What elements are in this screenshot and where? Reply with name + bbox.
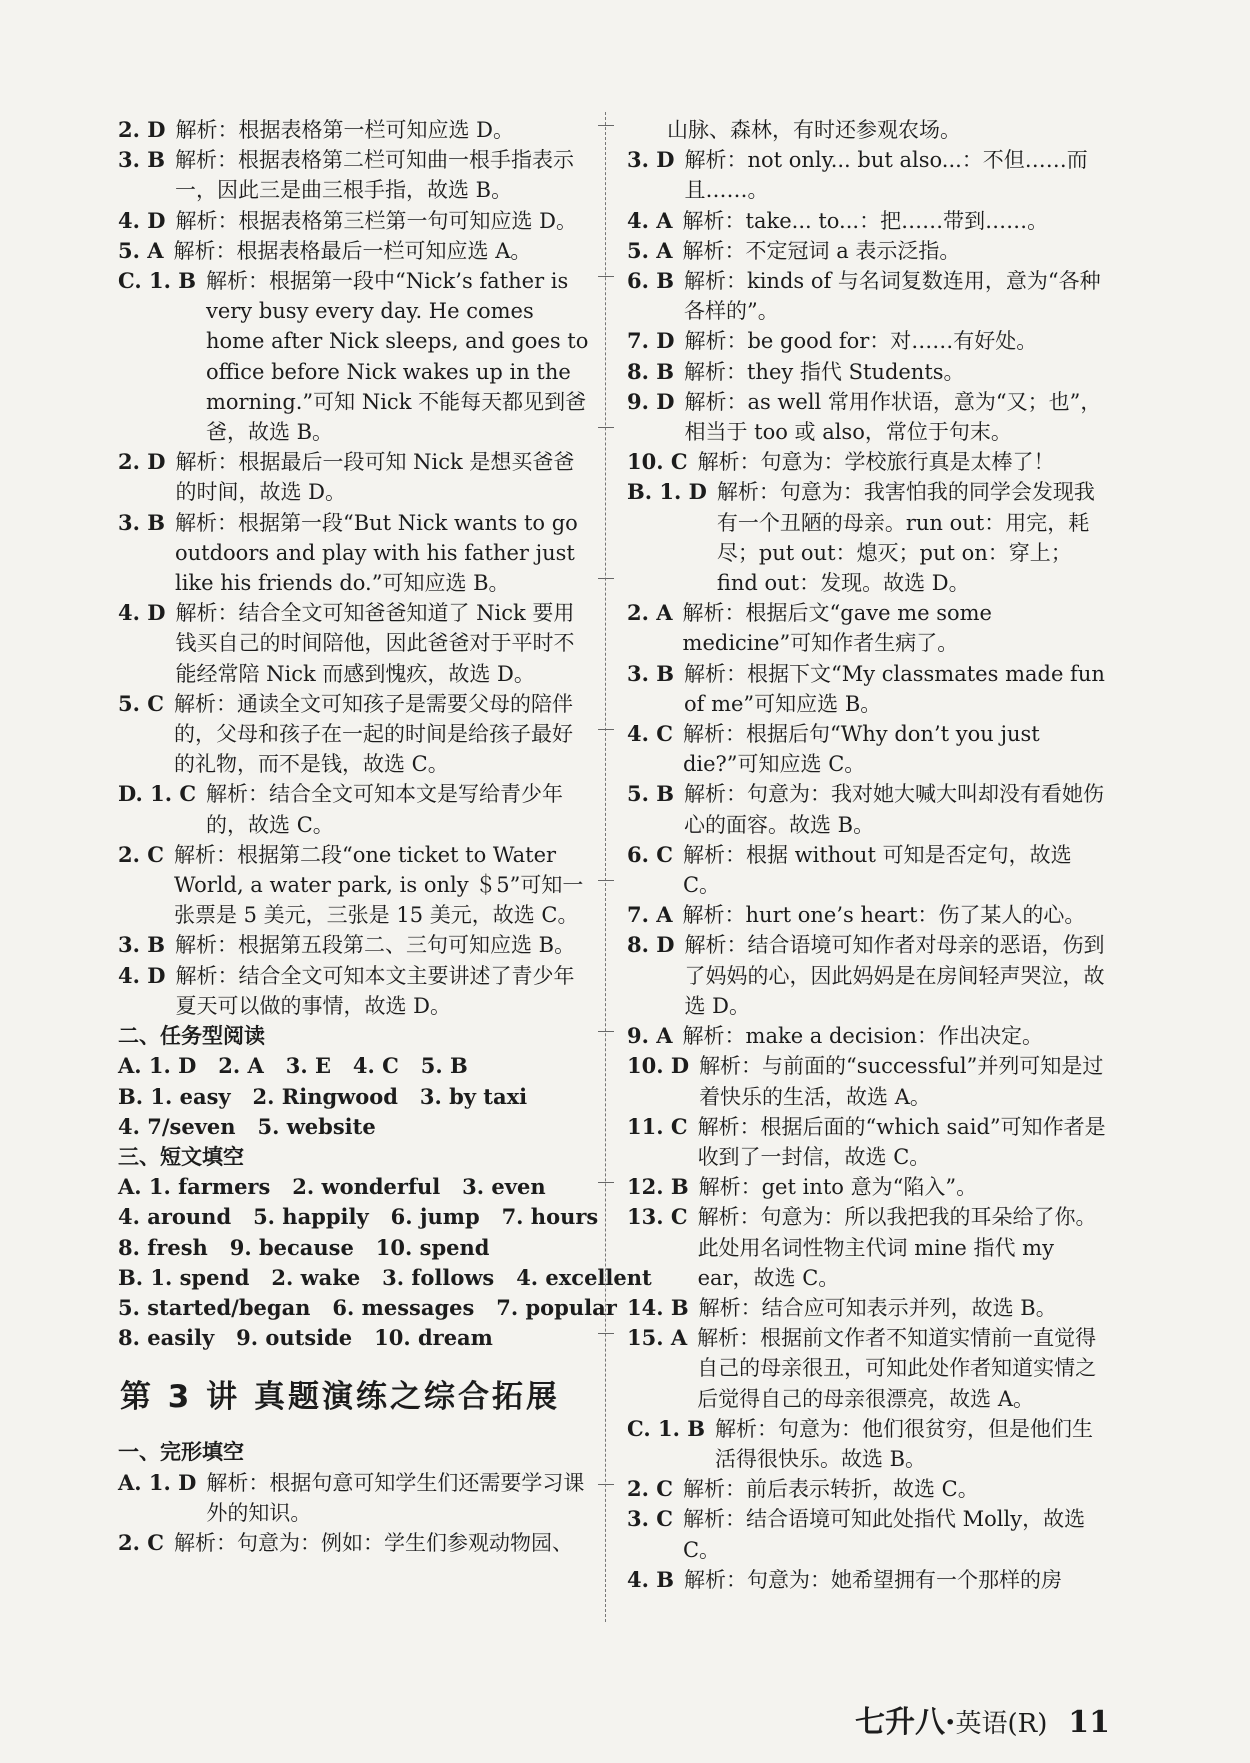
answer-number: 7. A <box>627 902 673 928</box>
answer-number: 4. A <box>627 207 673 233</box>
divider-tick <box>598 276 614 277</box>
answer-explanation: 解析：根据后句“Why don’t you just die?”可知应选 C。 <box>682 722 1040 777</box>
answer-entry <box>118 145 593 205</box>
answer-explanation: 解析：not only... but also...：不但……而且……。 <box>684 148 1088 203</box>
divider-tick <box>598 427 614 428</box>
answer-explanation: 解析：根据第一段中“Nick’s father is very busy every day. He comes home after Nick sleeps, and goes to office before Nick wakes up in the morning.”可知 Nick 不能每天都见到爸爸，故选 B。 <box>205 269 589 445</box>
answer-explanation: 解析：句意为：例如：学生们参观动物园、 <box>173 1530 573 1555</box>
answer-entry <box>627 145 1107 205</box>
answer-entry <box>627 447 1107 477</box>
answer-explanation: 解析：根据表格第三栏第一句可知应选 D。 <box>175 208 577 233</box>
divider-tick <box>598 1031 614 1032</box>
divider-tick <box>598 1484 614 1485</box>
answer-explanation: 解析：take... to...：把……带到……。 <box>682 208 1049 233</box>
divider-tick <box>598 1333 614 1334</box>
answer-entry <box>627 206 1107 236</box>
answer-explanation: 解析：根据最后一段可知 Nick 是想买爸爸的时间，故选 D。 <box>175 450 575 505</box>
answer-explanation: 解析：句意为：他们很贫穷，但是他们生活得很快乐。故选 B。 <box>714 1416 1093 1471</box>
answer-explanation: 解析：根据第一段“But Nick wants to go outdoors and play with his father just like his friends do.”可知应选 B。 <box>174 510 578 596</box>
answer-number: 6. B <box>627 268 674 294</box>
answer-number: C. 1. B <box>118 268 196 294</box>
answer-number: 2. C <box>118 1529 164 1555</box>
answer-entry <box>627 1202 1107 1293</box>
divider-tick <box>598 578 614 579</box>
answer-explanation: 解析：as well 常用作状语，意为“又；也”，相当于 too 或 also，常位于句末。 <box>684 389 1102 445</box>
answer-entry <box>627 477 1107 598</box>
answer-entry <box>627 1504 1107 1564</box>
answer-entry <box>118 598 593 689</box>
answer-explanation: 解析：与前面的“successful”并列可知是过着快乐的生活，故选 A。 <box>699 1054 1104 1109</box>
answer-explanation: 解析：根据表格最后一栏可知应选 A。 <box>173 238 532 263</box>
answer-line: 4. around 5. happily 6. jump 7. hours <box>118 1204 599 1230</box>
answer-explanation: 解析：句意为：所以我把我的耳朵给了你。此处用名词性物主代词 mine 指代 my ear，故选 C。 <box>697 1205 1097 1290</box>
answer-entry <box>627 779 1107 839</box>
answer-number: 2. C <box>118 841 164 867</box>
answer-number: 2. D <box>118 117 166 142</box>
answer-explanation: 解析：make a decision：作出决定。 <box>682 1024 1043 1049</box>
answer-number: 4. B <box>627 1566 674 1592</box>
answer-number: 5. C <box>118 690 164 716</box>
answer-explanation: 解析：句意为：她希望拥有一个那样的房 <box>683 1567 1062 1592</box>
answer-explanation: 解析：根据句意可知学生们还需要学习课外的知识。 <box>206 1470 585 1525</box>
divider-tick <box>598 880 614 881</box>
answer-number: 3. B <box>118 932 165 958</box>
answer-entry <box>627 1112 1107 1172</box>
answer-entry <box>627 1051 1107 1111</box>
answer-entry <box>627 266 1107 326</box>
section-heading: 三、短文填空 <box>118 1143 244 1169</box>
answer-entry <box>118 840 593 931</box>
answer-number: 3. B <box>118 509 165 535</box>
answer-line: A. 1. farmers 2. wonderful 3. even <box>118 1174 546 1200</box>
answer-number: 2. D <box>118 449 166 475</box>
answer-number: 10. D <box>627 1053 690 1079</box>
answer-explanation: 解析：结合全文可知本文主要讲述了青少年夏天可以做的事情，故选 D。 <box>175 963 575 1018</box>
answer-number: 14. B <box>627 1294 689 1320</box>
answer-number: 3. D <box>627 147 675 173</box>
answer-entry <box>627 840 1107 900</box>
answer-number: 9. D <box>627 388 675 414</box>
answer-explanation: 解析：hurt one’s heart：伤了某人的心。 <box>682 903 1086 928</box>
answer-number: 5. A <box>118 237 164 263</box>
answer-number: 5. B <box>627 781 674 807</box>
answer-line: 8. fresh 9. because 10. spend <box>118 1234 490 1260</box>
answer-number: 7. D <box>627 328 675 354</box>
answer-number: 12. B <box>627 1174 689 1200</box>
answer-explanation: 解析：结合全文可知爸爸知道了 Nick 要用钱买自己的时间陪他，因此爸爸对于平时不能经常陪 Nick 而感到愧疚，故选 D。 <box>175 601 575 686</box>
answer-explanation: 解析：根据后面的“which said”可知作者是收到了一封信，故选 C。 <box>697 1114 1106 1169</box>
answer-explanation: 解析：前后表示转折，故选 C。 <box>682 1477 979 1502</box>
answer-number: 4. D <box>118 600 166 626</box>
answer-number: 13. C <box>627 1204 688 1230</box>
answer-number: 15. A <box>627 1325 688 1351</box>
answer-explanation: 解析：根据表格第一栏可知应选 D。 <box>175 118 514 142</box>
answer-number: A. 1. D <box>118 1469 197 1495</box>
answer-explanation: 解析：根据后文“gave me some medicine”可知作者生病了。 <box>682 601 992 656</box>
answer-number: 3. C <box>627 1506 673 1532</box>
answer-explanation: 解析：结合全文可知本文是写给青少年的，故选 C。 <box>206 782 564 837</box>
answer-entry <box>627 598 1107 658</box>
answer-number: B. 1. D <box>627 479 707 505</box>
answer-line: B. 1. spend 2. wake 3. follows 4. excellent <box>118 1264 652 1290</box>
answer-line: 5. started/began 6. messages 7. popular <box>118 1294 617 1320</box>
answer-number: 4. C <box>627 721 673 747</box>
answer-entry <box>627 659 1107 719</box>
answer-explanation: 解析：句意为：我害怕我的同学会发现我有一个丑陋的母亲。run out：用完，耗尽；put out：熄灭；put on：穿上；find out：发现。故选 D。 <box>716 480 1095 596</box>
footer-subject: 英语(R) <box>955 1709 1048 1739</box>
page-number: 11 <box>1068 1705 1110 1740</box>
answer-entry <box>627 1565 1107 1595</box>
answer-entry <box>118 206 593 236</box>
footer-book: 七升八 <box>855 1705 946 1740</box>
answer-explanation: 解析：根据下文“My classmates made fun of me”可知应选 B。 <box>683 661 1105 716</box>
answer-entry <box>118 236 593 266</box>
answer-explanation: 解析：kinds of 与名词复数连用，意为“各种各样的”。 <box>683 269 1101 324</box>
answer-explanation: 解析：根据前文作者不知道实情前一直觉得自己的母亲很丑，可知此处作者知道实情之后觉得自己的母亲很漂亮，故选 A。 <box>697 1326 1097 1411</box>
answer-explanation: 解析：句意为：学校旅行真是太棒了！ <box>697 450 1055 475</box>
answer-entry <box>118 779 593 839</box>
divider-tick <box>598 1182 614 1183</box>
answer-entry <box>627 326 1107 356</box>
continued-text: 山脉、森林，有时还参观农场。 <box>667 118 961 142</box>
answer-explanation: 解析：结合应可知表示并列，故选 B。 <box>698 1295 1057 1320</box>
answer-number: 2. C <box>627 1476 673 1502</box>
answer-line: B. 1. easy 2. Ringwood 3. by taxi <box>118 1083 528 1109</box>
answer-entry <box>118 1528 593 1558</box>
answer-number: 9. A <box>627 1023 673 1049</box>
answer-entry <box>118 266 593 447</box>
answer-explanation: 解析：结合语境可知此处指代 Molly，故选 C。 <box>682 1507 1086 1562</box>
answer-entry <box>118 115 593 145</box>
answer-entry <box>627 1293 1107 1323</box>
answer-explanation: 解析：结合语境可知作者对母亲的恶语，伤到了妈妈的心，因此妈妈是在房间轻声哭泣，故选 D。 <box>684 933 1105 1018</box>
answer-explanation: 解析：句意为：我对她大喊大叫却没有看她伤心的面容。故选 B。 <box>683 782 1104 837</box>
answer-explanation: 解析：根据表格第二栏可知曲一根手指表示一，因此三是曲三根手指，故选 B。 <box>174 148 574 203</box>
answer-line: 8. easily 9. outside 10. dream <box>118 1325 493 1351</box>
answer-number: 8. D <box>627 932 675 958</box>
answer-entry <box>627 236 1107 266</box>
section-heading: 一、完形填空 <box>118 1439 244 1465</box>
right-column <box>627 115 1107 1595</box>
answer-entry <box>627 387 1107 447</box>
answer-entry <box>118 961 593 1021</box>
divider-tick <box>598 729 614 730</box>
answer-number: 11. C <box>627 1113 688 1139</box>
answer-explanation: 解析：不定冠词 a 表示泛指。 <box>682 238 961 263</box>
answer-line: 4. 7/seven 5. website <box>118 1113 376 1139</box>
section-heading: 二、任务型阅读 <box>118 1023 265 1049</box>
answer-number: 4. D <box>118 207 166 233</box>
answer-entry <box>627 900 1107 930</box>
answer-entry <box>627 1414 1107 1474</box>
answer-line: A. 1. D 2. A 3. E 4. C 5. B <box>118 1053 468 1079</box>
answer-explanation: 解析：they 指代 Students。 <box>683 359 965 384</box>
answer-number: C. 1. B <box>627 1415 705 1441</box>
answer-entry <box>627 1021 1107 1051</box>
answer-entry <box>627 719 1107 779</box>
footer-dot: · <box>945 1705 956 1740</box>
answer-number: 4. D <box>118 962 166 988</box>
answer-entry <box>627 1474 1107 1504</box>
answer-number: 6. C <box>627 841 673 867</box>
answer-number: 3. B <box>627 660 674 686</box>
answer-entry <box>118 930 593 960</box>
answer-entry <box>627 1323 1107 1414</box>
answer-number: D. 1. C <box>118 781 197 807</box>
answer-entry <box>118 447 593 507</box>
answer-number: 3. B <box>118 147 165 173</box>
answer-explanation: 解析：get into 意为“陷入”。 <box>698 1175 978 1200</box>
answer-explanation: 解析：be good for：对……有好处。 <box>684 329 1038 354</box>
answer-explanation: 解析：根据 without 可知是否定句，故选 C。 <box>682 842 1072 898</box>
answer-number: 8. B <box>627 358 674 384</box>
answer-entry <box>627 357 1107 387</box>
answer-entry <box>118 689 593 780</box>
page-footer <box>855 1697 1110 1741</box>
answer-number: 5. A <box>627 237 673 263</box>
column-divider <box>605 112 606 1622</box>
answer-number: 10. C <box>627 449 688 475</box>
answer-explanation: 解析：根据第二段“one ticket to Water World, a water park, is only ＄5”可知一张票是 5 美元，三张是 15 美元，故选 C。 <box>173 842 584 928</box>
answer-explanation: 解析：根据第五段第二、三句可知应选 B。 <box>174 933 576 958</box>
divider-tick <box>598 125 614 126</box>
lecture-title: 第 3 讲 真题演练之综合拓展 <box>120 1379 560 1416</box>
answer-entry <box>118 508 593 599</box>
answer-entry <box>627 1172 1107 1202</box>
answer-entry <box>118 1468 593 1528</box>
answer-explanation: 解析：通读全文可知孩子是需要父母的陪伴的，父母和孩子在一起的时间是给孩子最好的礼物，而不是钱，故选 C。 <box>173 691 573 777</box>
answer-entry <box>627 930 1107 1021</box>
answer-number: 2. A <box>627 600 673 626</box>
